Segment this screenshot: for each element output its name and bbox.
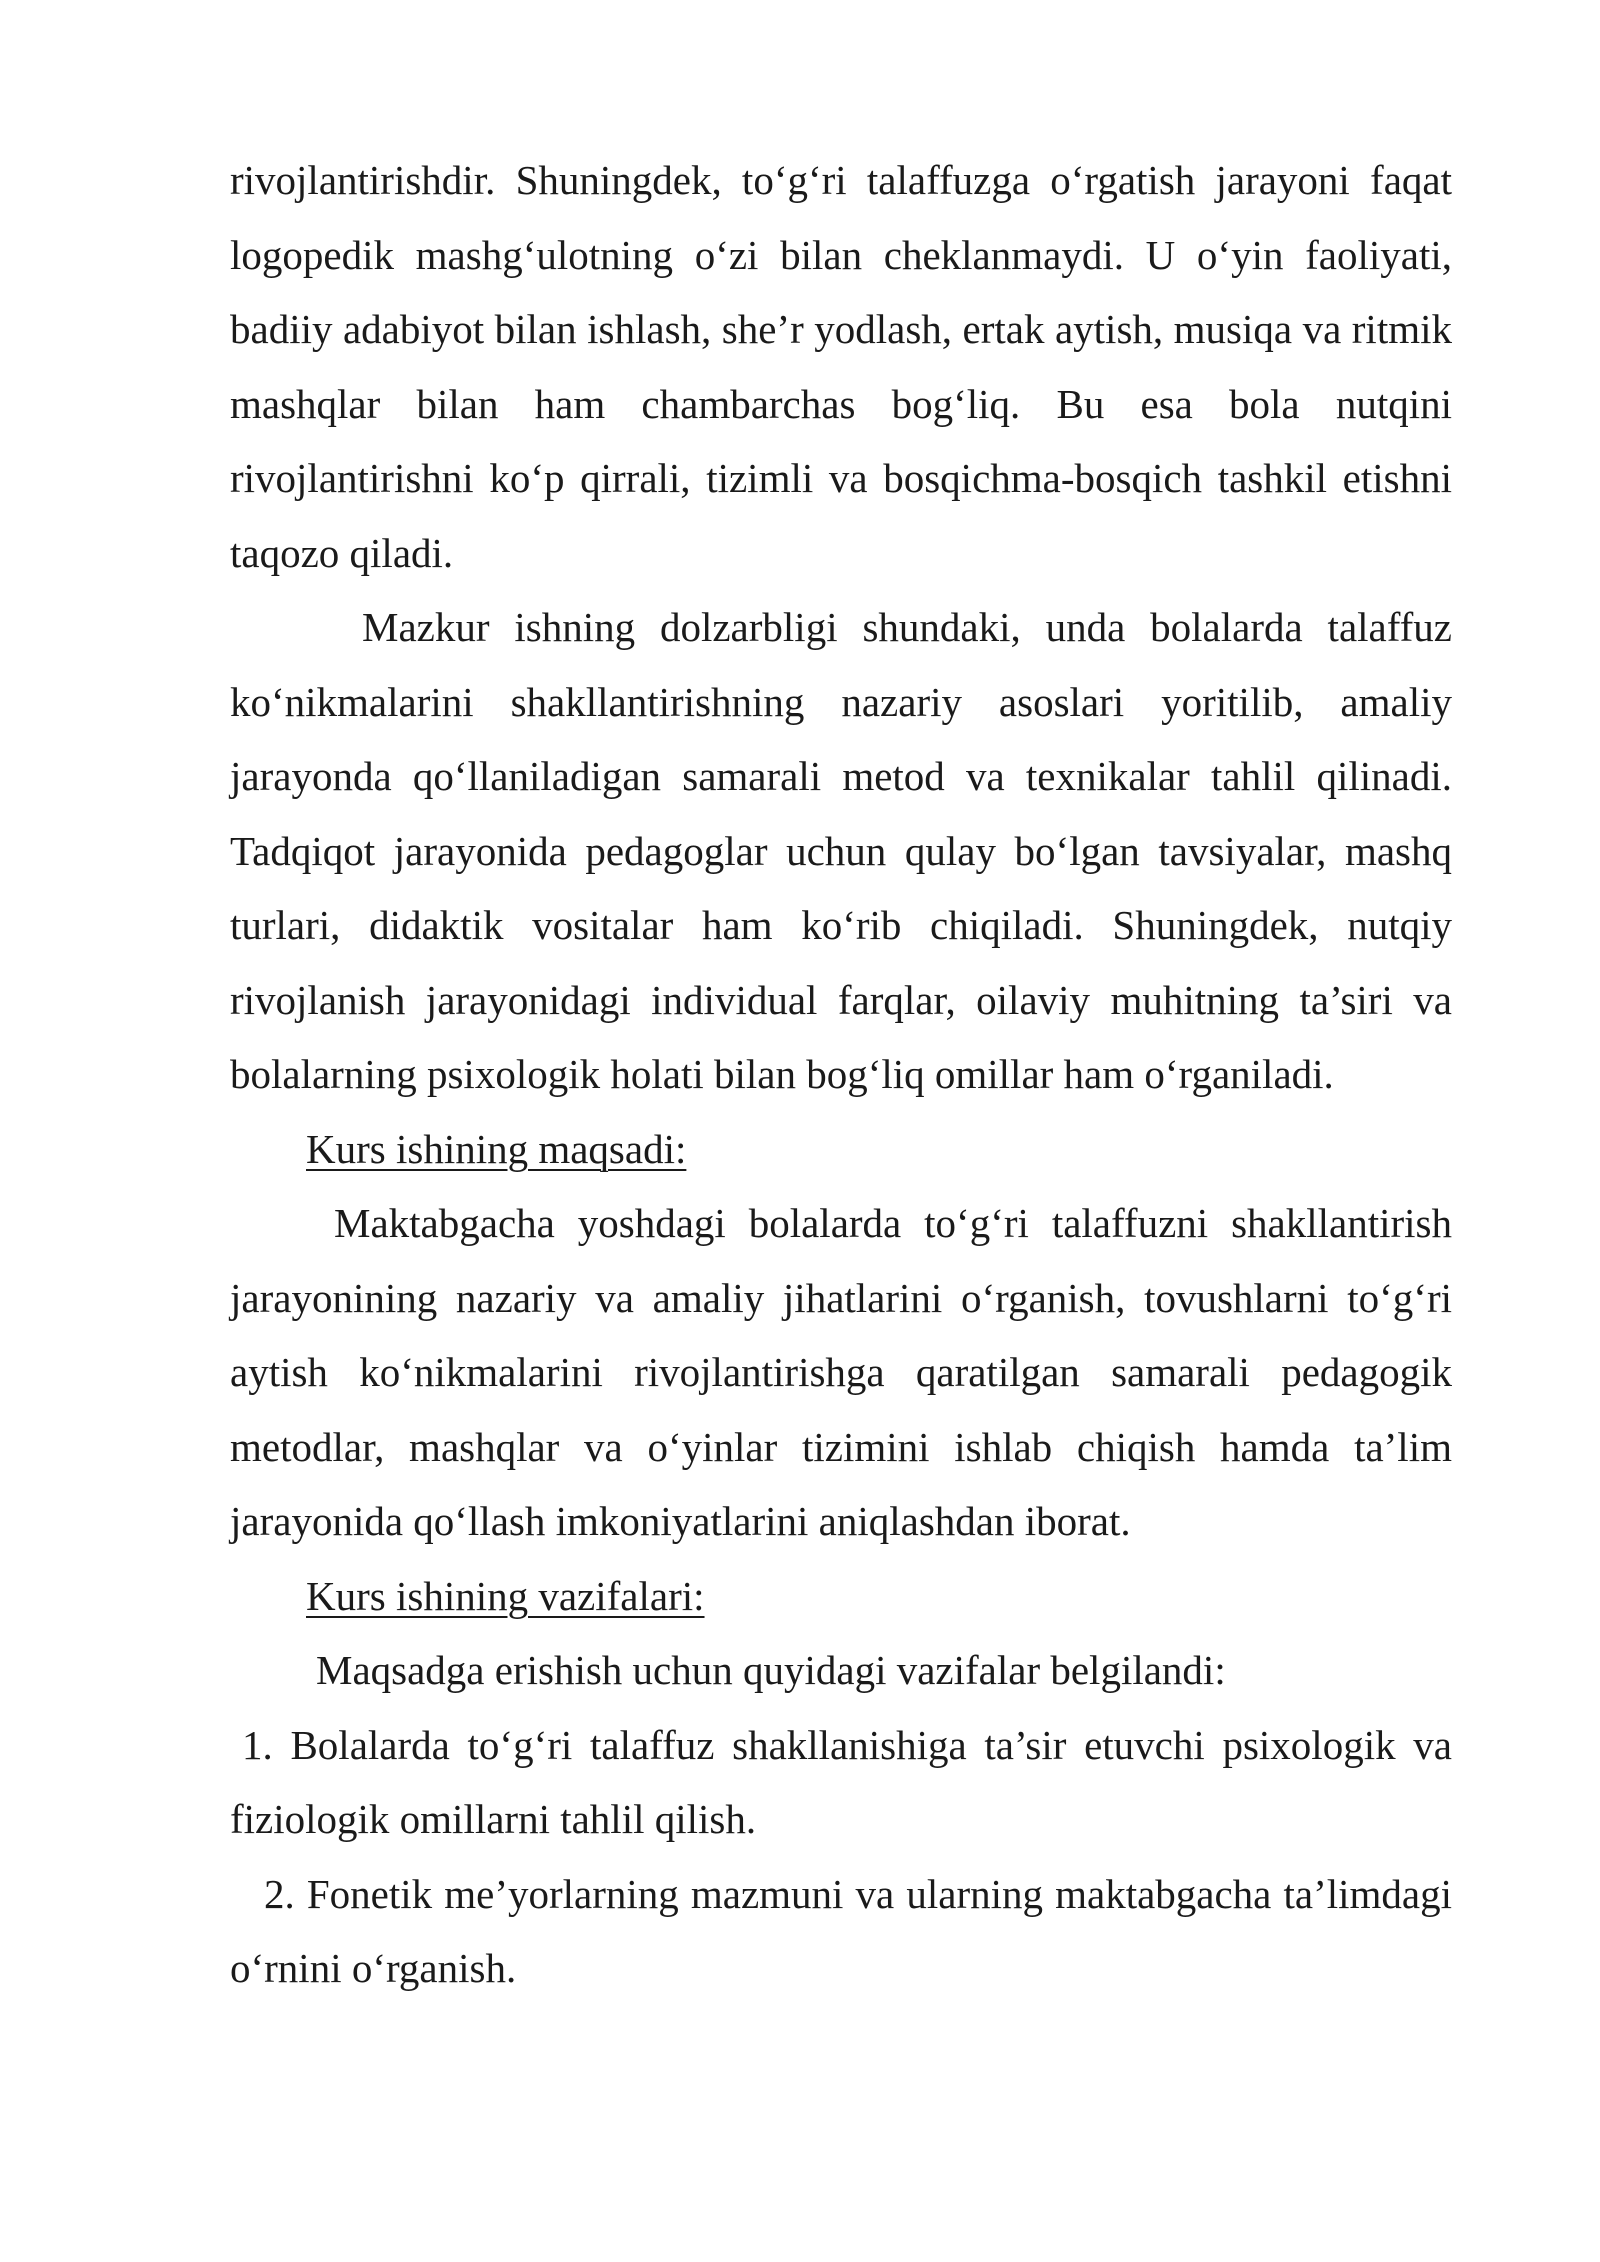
heading-tasks-text: Kurs ishining vazifalari: [306, 1572, 705, 1619]
document-body [230, 143, 1452, 2006]
task-item-2: 2. Fonetik me’yorlarning mazmuni va ularning maktabgacha ta’limdagi o‘rnini o‘rganish. [230, 1870, 1452, 1991]
heading-goal-text: Kurs ishining maqsadi: [306, 1125, 687, 1172]
task-item-1: 1. Bolalarda to‘g‘ri talaffuz shakllanishiga ta’sir etuvchi psixologik va fiziologik omillarni tahlil qilish. [230, 1721, 1452, 1842]
heading-goal [230, 1112, 1452, 1187]
heading-tasks [230, 1559, 1452, 1634]
paragraph-relevance: Mazkur ishning dolzarbligi shundaki, unda bolalarda talaffuz ko‘nikmalarini shakllantirishning nazariy asoslari yoritilib, amaliy jarayonda qo‘llaniladigan samarali metod va texnikalar tahlil qilinadi. Tadqiqot jarayonida pedagoglar uchun qulay bo‘lgan tavsiyalar, mashq turlari, didaktik vositalar ham ko‘rib chiqiladi. Shuningdek, nutqiy rivojlanish jarayonidagi individual farqlar, oilaviy muhitning ta’siri va bolalarning psixologik holati bilan bog‘liq omillar ham o‘rganiladi. [230, 604, 1452, 1097]
paragraph-tasks-intro: Maqsadga erishish uchun quyidagi vazifalar belgilandi: [316, 1647, 1226, 1693]
paragraph-goal: Maktabgacha yoshdagi bolalarda to‘g‘ri talaffuzni shakllantirish jarayonining nazariy va amaliy jihatlarini o‘rganish, tovushlarni to‘g‘ri aytish ko‘nikmalarini rivojlantirishga qaratilgan samarali pedagogik metodlar, mashqlar va o‘yinlar tizimini ishlab chiqish hamda ta’lim jarayonida qo‘llash imkoniyatlarini aniqlashdan iborat. [230, 1200, 1452, 1544]
paragraph-intro: rivojlantirishdir. Shuningdek, to‘g‘ri talaffuzga o‘rgatish jarayoni faqat logopedik mashg‘ulotning o‘zi bilan cheklanmaydi. U o‘yin faoliyati, badiiy adabiyot bilan ishlash, she’r yodlash, ertak aytish, musiqa va ritmik mashqlar bilan ham chambarchas bog‘liq. Bu esa bola nutqini rivojlantirishni ko‘p qirrali, tizimli va bosqichma-bosqich tashkil etishni taqozo qiladi. [230, 157, 1452, 576]
